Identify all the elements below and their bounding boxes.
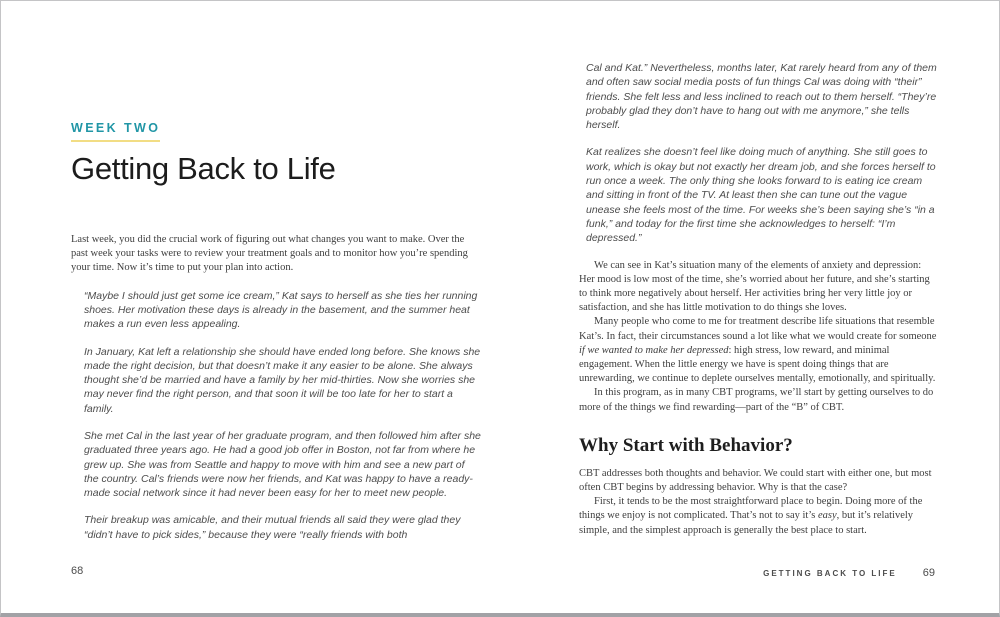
section-body-paragraphs (579, 467, 939, 538)
vignette-paragraph: In January, Kat left a relationship she should have ended long before. She knows she made the right decision, but that doesn’t make it any easier to be alone. She always thought she’d be married and have a family by her mid-thirties. Now she worries she may never find the right person, and that soon it will be too late for her to start a family. (84, 345, 481, 415)
intro-paragraph: Last week, you did the crucial work of figuring out what changes you want to make. Over the past week your tasks were to review your treatment goals and to monitor how you’re spending your time. Now it’s time to put your plan into action. (71, 234, 468, 274)
vignette-paragraph: Kat realizes she doesn’t feel like doing much of anything. She still goes to work, which is okay but not exactly her dream job, and she forces herself to run once a week. The only thing she looks forward to is eating ice cream and sitting in front of the TV. At least then she can tune out the vague unease she feels most of the time. For weeks she’s been saying she’s “in a funk,” and today for the first time she acknowledges to herself: “I’m depressed.” (586, 146, 936, 245)
left-page (71, 119, 481, 542)
body-paragraph: We can see in Kat’s situation many of the elements of anxiety and depression: Her mood is low most of the time, she’s worried about her future, and she’s starting to think more negatively about herself. Her activities bring her very little joy or satisfaction, and she has little motivation to do things she loves. (579, 259, 930, 314)
body-paragraph: First, it tends to be the most straightforward place to begin. Doing more of the things we enjoy is not complicated. That’s not to say it’s easy, but it’s relatively simple, and the simplest approach is generally the best place to start. (579, 496, 923, 536)
footer-right (763, 567, 935, 579)
discussion-paragraphs (579, 259, 939, 415)
vignette-right (579, 61, 939, 246)
section-heading: Why Start with Behavior? (579, 434, 793, 456)
page-number-left: 68 (71, 565, 84, 577)
body-paragraph: Many people who come to me for treatment describe life situations that resemble Kat’s. In fact, their circumstances sound a lot like what we would create for someone if we wanted to make her depressed: high stress, low reward, and minimal engagement. When the little energy we have is spent doing things that are unrewarding, we continue to deplete ourselves mentally, emotionally, and spiritually. (579, 316, 937, 385)
vignette-left (71, 289, 481, 542)
body-paragraph: In this program, as in many CBT programs, we’ll start by getting ourselves to do more of the things we find rewarding—part of the “B” of CBT. (579, 387, 934, 413)
right-page (579, 61, 939, 538)
vignette-paragraph: “Maybe I should just get some ice cream,” Kat says to herself as she ties her running shoes. Her motivation these days is already in the basement, and the summer heat makes a run even less appealing. (84, 289, 478, 331)
running-head: GETTING BACK TO LIFE (763, 569, 897, 578)
chapter-title: Getting Back to Life (71, 151, 336, 186)
vignette-paragraph: Cal and Kat.” Nevertheless, months later, Kat rarely heard from any of them and often saw social media posts of fun things Cal was doing with “their” friends. She felt less and less inclined to reach out to them herself. “They’re probably glad they don’t have to hang out with me anymore,” she tells herself. (586, 62, 937, 132)
chapter-kicker: WEEK TWO (71, 121, 160, 142)
page-number-right: 69 (922, 567, 935, 579)
body-paragraph: CBT addresses both thoughts and behavior. We could start with either one, but most often CBT begins by addressing behavior. Why is that the case? (579, 467, 932, 493)
vignette-paragraph: She met Cal in the last year of her graduate program, and then followed him after she graduated three years ago. He had a good job offer in Boston, not far from where he grew up. She was from Seattle and happy to move with him and see a new part of the country. Cal’s friends were now her friends, and Kat was happy to have a ready-made social network since it had never been easy for her to meet new people. (84, 429, 481, 500)
vignette-paragraph: Their breakup was amicable, and their mutual friends all said they were glad they “didn’t have to pick sides,” because they were “really friends with both (84, 514, 461, 541)
